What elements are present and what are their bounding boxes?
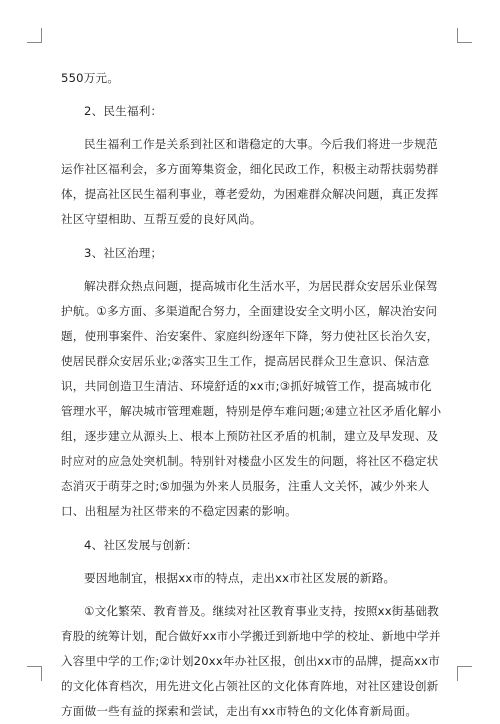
- paragraph-welfare: 民生福利工作是关系到社区和谐稳定的大事。今后我们将进一步规范运作社区福利会，多方面筹集资金，细化民政工作，积极主动帮扶弱势群体，提高社区民生福利事业，尊老爱幼，为困难群众解决问题，真正发挥社区守望相助、互帮互爱的良好风尚。: [61, 137, 439, 226]
- crop-mark-top-left: [27, 28, 42, 43]
- crop-mark-bottom-left: [27, 666, 42, 681]
- document-body: [61, 66, 443, 724]
- paragraph-development-culture: ①文化繁荣、教育普及。继续对社区教育事业支持，按照xx街基础教育股的统筹计划，配合做好xx市小学搬迁到新地中学的校址、新地中学并入容里中学的工作;②计划20xx年办社区报，创出xx市的品牌，提高xx市的文化体育档次，用先进文化占领社区的文化体育阵地，对社区建设创新方面做一些有益的探索和尝试，走出有xx市特色的文化体育新局面。: [61, 604, 441, 718]
- paragraph-continuation: 550万元。: [61, 71, 120, 85]
- paragraph-governance: 解决群众热点问题，提高城市化生活水平，为居民群众安居乐业保驾护航。①多方面、多渠道配合努力，全面建设安全文明小区，解决治安问题，使刑事案件、治安案件、家庭纠纷逐年下降，努力使社区长治久安，使居民群众安居乐业;②落实卫生工作，提高居民群众卫生意识、保洁意识，共同创造卫生清洁、环境舒适的xx市;③抓好城管工作，提高城市化管理水平，解决城市管理难题，特别是停车难问题;④建立社区矛盾化解小组，逐步建立从源头上、根本上预防社区矛盾的机制，建立及早发现、及时应对的应急处突机制。特别针对楼盘小区发生的问题，将社区不稳定状态消灭于萌芽之时;⑤加强为外来人员服务，注重人文关怀，减少外来人口、出租屋为社区带来的不稳定因素的影响。: [61, 279, 442, 518]
- section-heading-governance: 3、社区治理；: [84, 246, 163, 260]
- crop-mark-bottom-right: [457, 666, 472, 681]
- crop-mark-top-right: [457, 28, 472, 43]
- section-heading-development: 4、社区发展与创新：: [84, 538, 198, 552]
- paragraph-development-intro: 要因地制宜，根据xx市的特点，走出xx市社区发展的新路。: [84, 571, 396, 585]
- section-heading-welfare: 2、民生福利：: [84, 104, 163, 118]
